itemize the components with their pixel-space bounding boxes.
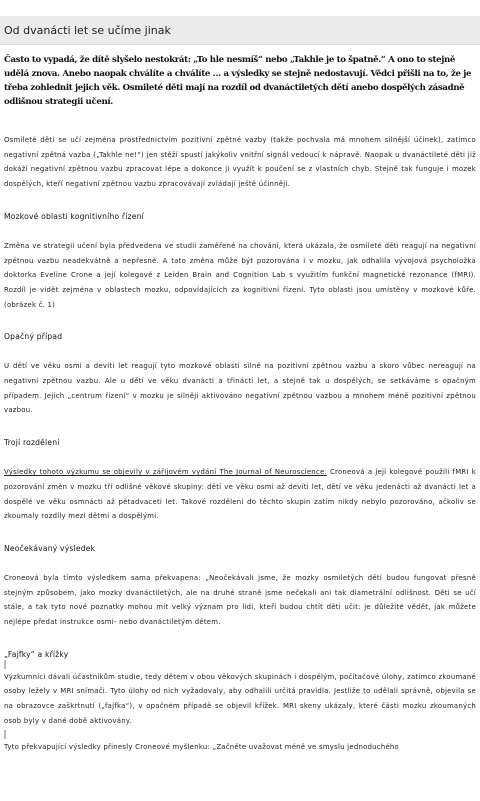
- heading-ticks-and-crosses: „Fajfky“ a křížky: [4, 649, 69, 659]
- paragraph-opposite-case: U dětí ve věku osmi a devíti let reagují tyto mozkové oblasti silně na pozitivní zpětnou vazbu a skoro vůbec nereagují na negativní zpětnou vazbu. Ale u dětí ve věku dvanácti a třinácti let, a stejně tak u dospělých, se setkáváme s opačným případem. Jejich „centrum řízení“ v mozku je silněji aktivováno negativní zpětnou vazbou a mnohem méně pozitivní zpětnou vazbou.: [4, 362, 476, 415]
- heading-unexpected-result: Neočekávaný výsledek: [4, 543, 96, 553]
- heading-three-groups: Trojí rozdělení: [4, 438, 60, 448]
- paragraph-unexpected-result: Croneová byla tímto výsledkem sama překvapena: „Neočekávali jsme, že mozky osmiletých dětí budou fungovat přesně stejným způsobem, jako mozky dvanáctiletých, ale na druhé straně jsme nečekali ani tak diametrální odlišnost. Děti se učí stále, a tak tyto nové poznatky mohou mít velký význam pro lidi, kteří budou chtít děti učit: je důležité vědět, jak můžete nejlépe předat instrukce osmi- nebo dvanáctiletým dětem.: [4, 573, 476, 627]
- paragraph-three-groups: [4, 465, 476, 524]
- image-placeholder-marker: [4, 730, 6, 739]
- paragraph-ticks-and-crosses: Výzkumníci dávali účastníkům studie, tedy dětem v obou věkových skupinách i dospělým, počítačové úlohy, zatímco zkoumané osoby ležely v MRI snímači. Tyto úlohy od nich vyžadovaly, aby odhalili určitá pravidla. Jestliže to udělali správně, objevila se na obrazovce zaškrtnutí („fajfka“), v opačném případě se objevil křížek. MRI skeny ukázaly, které části mozku zkoumaných osob byly v dané době aktivovány.: [4, 672, 476, 725]
- article-lead: Často to vypadá, že dítě slyšelo nestokrát: „To hle nesmíš“ nebo „Takhle je to špatně.“ A ono to stejně udělá znova. Anebo naopak chválíte a chválíte … a výsledky se stejně nedostavují. Vědci přišli na to, že je třeba zohlednit jejich věk. Osmileté děti mají na rozdíl od dvanáctiletých dětí anebo dospělých zásadně odlišnou strategii učení.: [4, 55, 472, 107]
- title-bar: [0, 16, 480, 45]
- heading-brain-areas: Mozkové oblasti kognitivního řízení: [4, 211, 144, 221]
- paragraph-conclusion: Tyto překvapující výsledky přinesly Croneové myšlenku: „Začněte uvažovat méně ve smyslu jednoduchého: [4, 742, 400, 751]
- top-bar: [0, 0, 480, 16]
- paragraph-intro: Osmileté děti se učí zejména prostřednictvím pozitivní zpětné vazby (takže pochvala má mnohem silnější účinek), zatímco negativní zpětná vazba („Takhle ne!“) jen stěží spustí jakýkoliv vnitřní signál vedoucí k nápravě. Naopak u dvanáctileté děti již dokáží negativní zpětnou vazbu zpracovat lépe a dokonce ji využít k poučení se z vlastních chyb. Stejně tak funguje i mozek dospělých, kteří negativní zpětnou vazbu zpracovávají zvládají ještě účinněji.: [4, 136, 476, 189]
- paragraph-three-groups-text: Croneová a její kolegové použili fMRI k pozorování změn v mozku tří odlišné věkové skupiny: dětí ve věku osmi až devíti let, dětí ve věku jedenácti až dvanácti let a dospělé ve věku osmnácti až pětadvaceti let. Takové rozdělení do těchto skupin zatím nikdy nebylo pozorováno, ačkoliv se zkoumaly rozdíly mezi dětmi a dospělými.: [4, 468, 476, 521]
- page-title: Od dvanácti let se učíme jinak: [4, 23, 171, 37]
- image-placeholder-marker: [4, 660, 6, 669]
- source-link[interactable]: Výsledky tohoto výzkumu se objevily v zářijovém vydání The Journal of Neuroscience.: [4, 468, 327, 477]
- article-content: [0, 53, 480, 754]
- heading-opposite-case: Opačný případ: [4, 332, 63, 342]
- paragraph-brain-areas: Změna ve strategii učení byla předvedena ve studii zaměřené na chování, která ukázala, že osmileté děti reagují na negativní zpětnou vazbu neadekvátně a nepřesně. A tato změna může být pozorována i v mozku, jak odhalila vývojová psycholožka doktorka Eveline Crone a její kolegové z Leiden Brain and Cognition Lab s využitím funkční magnetické rezonance (fMRI). Rozdíl je vidět zejména v oblastech mozku, odpovídajících za kognitivní řízení. Tyto oblasti jsou umístěny v mozkové kůře. (obrázek č. 1): [4, 241, 476, 309]
